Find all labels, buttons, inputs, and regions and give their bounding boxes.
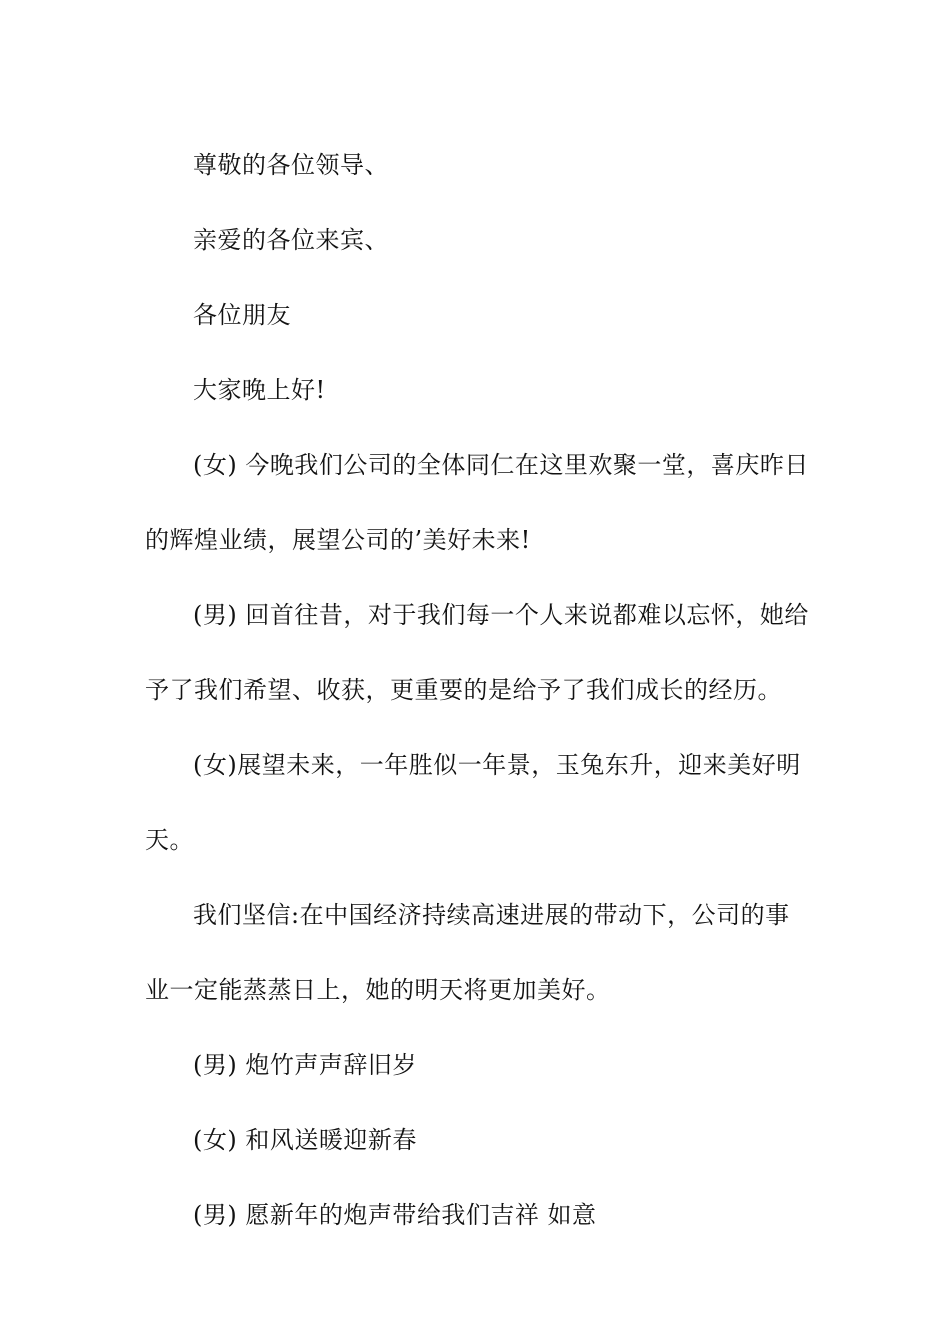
document-body — [145, 128, 810, 1253]
paragraph-male-3: (男) 愿新年的炮声带给我们吉祥 如意 — [193, 1201, 597, 1229]
greeting-evening: 大家晚上好! — [193, 376, 326, 404]
paragraph-female-2: (女)展望未来，一年胜似一年景，玉兔东升，迎来美好明天。 — [145, 751, 801, 854]
paragraph-female-3: (女) 和风送暖迎新春 — [193, 1126, 417, 1154]
greeting-guests: 亲爱的各位来宾、 — [193, 226, 389, 254]
paragraph-belief: 我们坚信:在中国经济持续高速进展的带动下，公司的事业一定能蒸蒸日上，她的明天将更加美好。 — [145, 901, 790, 1004]
greeting-leaders: 尊敬的各位领导、 — [193, 151, 389, 179]
paragraph-male-1: (男) 回首往昔，对于我们每一个人来说都难以忘怀，她给予了我们希望、收获，更重要的是给予了我们成长的经历。 — [145, 601, 809, 704]
paragraph-female-1: (女) 今晚我们公司的全体同仁在这里欢聚一堂，喜庆昨日的辉煌业绩，展望公司的’美好未来! — [145, 451, 809, 554]
paragraph-male-2: (男) 炮竹声声辞旧岁 — [193, 1051, 417, 1079]
greeting-friends: 各位朋友 — [193, 301, 291, 329]
